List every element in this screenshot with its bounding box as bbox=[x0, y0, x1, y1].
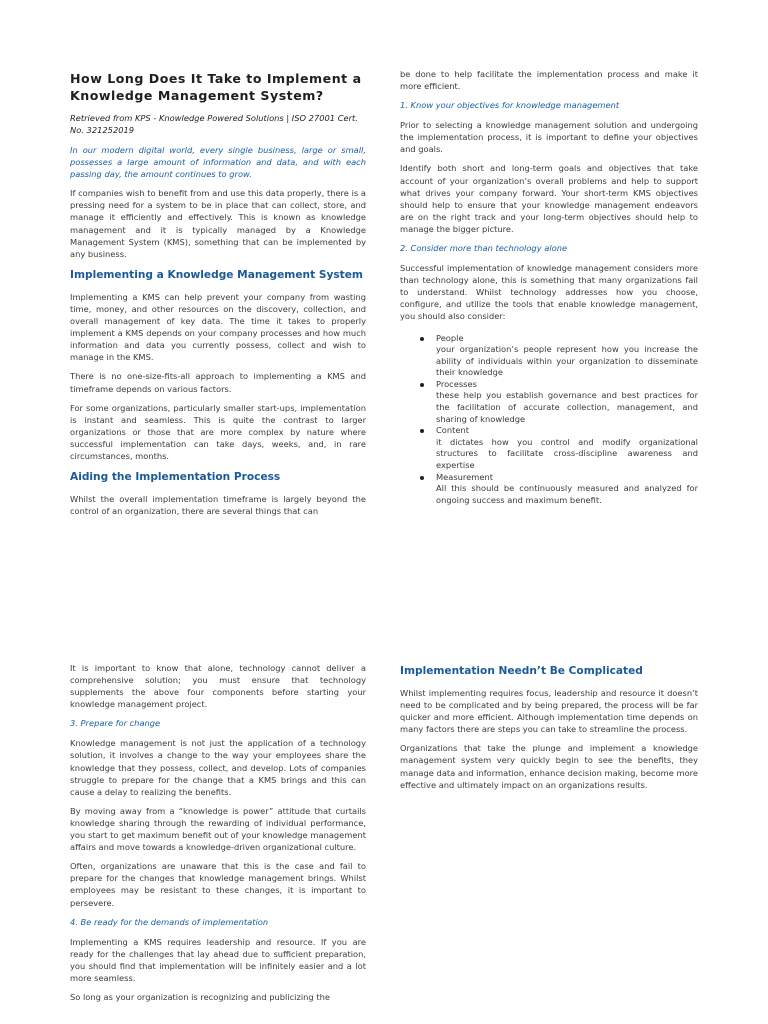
intro-paragraph: In our modern digital world, every single business, large or small, possesses a large amount of information and data, and with each passing day, the amount continues to grow. bbox=[70, 145, 366, 180]
list-item-name: Content bbox=[436, 425, 469, 436]
list-item bbox=[436, 333, 698, 379]
heading-implementing: Implementing a Knowledge Management System bbox=[70, 268, 363, 281]
subheading-ready: 4. Be ready for the demands of implementation bbox=[70, 916, 269, 927]
column-4 bbox=[400, 662, 698, 798]
column-1 bbox=[70, 70, 366, 524]
list-item-name: Measurement bbox=[436, 471, 493, 482]
bullet-icon bbox=[420, 383, 424, 387]
list-item bbox=[436, 379, 698, 425]
body-paragraph: Often, organizations are unaware that this is the case and fail to prepare for the changes that knowledge management brings. Whilst employees may be resistant to these changes, it is important to persevere. bbox=[70, 861, 366, 908]
considerations-list bbox=[400, 333, 698, 507]
body-paragraph: Knowledge management is not just the application of a technology solution, it involves a change to the way your employees share the knowledge that they possess, collect, and develop. Lots of companies struggle to prepare for the change that a KMS brings and this can cause a delay to realizing the benefits. bbox=[70, 738, 366, 797]
column-3 bbox=[70, 662, 366, 1010]
body-paragraph: By moving away from a “knowledge is power” attitude that curtails knowledge sharing through the rewarding of individual performance, you start to get maximum benefit out of your knowledge management affairs and move towards a knowledge-driven organizational culture. bbox=[70, 805, 366, 853]
column-2 bbox=[400, 68, 698, 506]
subheading-prepare: 3. Prepare for change bbox=[70, 718, 161, 729]
list-item bbox=[436, 472, 698, 507]
body-paragraph: For some organizations, particularly smaller start-ups, implementation is instant and seamless. This is quite the contrast to larger organizations or those that are more complex by nature where successful implementation can take days, weeks, and, in rare circumstances, months. bbox=[70, 402, 366, 461]
list-item bbox=[436, 425, 698, 471]
body-paragraph: Organizations that take the plunge and implement a knowledge management system very quickly begin to see the benefits, they manage data and information, enhance decision making, become more effective and ultimately impact on an organizations results. bbox=[400, 743, 698, 790]
heading-complicated: Implementation Needn’t Be Complicated bbox=[400, 665, 643, 677]
bullet-icon bbox=[420, 476, 424, 480]
body-paragraph: Prior to selecting a knowledge management solution and undergoing the implementation process, it is important to define your objectives and goals. bbox=[400, 120, 698, 155]
article-title: How Long Does It Take to Implement a Knowledge Management System? bbox=[70, 71, 362, 103]
bullet-icon bbox=[420, 337, 424, 341]
bullet-icon bbox=[420, 429, 424, 433]
body-paragraph: be done to help facilitate the implementation process and make it more efficient. bbox=[400, 69, 698, 92]
body-paragraph: So long as your organization is recognizing and publicizing the bbox=[70, 991, 330, 1002]
subheading-objectives: 1. Know your objectives for knowledge management bbox=[400, 100, 620, 111]
list-item-desc: these help you establish governance and best practices for the facilitation of accurate collection, management, and sharing of knowledge bbox=[436, 390, 698, 424]
list-item-desc: All this should be continuously measured and analyzed for ongoing success and maximum benefit. bbox=[436, 483, 698, 505]
body-paragraph: Implementing a KMS requires leadership and resource. If you are ready for the challenges that lay ahead due to sufficient preparation, you should find that implementation will be infinitely easier and a lot more seamless. bbox=[70, 936, 366, 983]
body-paragraph: Whilst the overall implementation timeframe is largely beyond the control of an organization, there are several things that can bbox=[70, 494, 366, 517]
list-item-name: People bbox=[436, 332, 464, 343]
body-paragraph: If companies wish to benefit from and use this data properly, there is a pressing need for a system to be in place that can collect, store, and manage it efficiently and effectively. This is known as knowledge management and it is typically managed by a Knowledge Management System (KMS), something that can be implemented by any business. bbox=[70, 188, 366, 259]
body-paragraph: Identify both short and long-term goals and objectives that take account of your organization’s overall problems and help to support what drives your company forward. Your short-term KMS objectives should help to ensure that your knowledge management endeavors are on the right track and your long-term objectives should help to manage the bigger picture. bbox=[400, 163, 698, 234]
heading-aiding: Aiding the Implementation Process bbox=[70, 471, 281, 484]
body-paragraph: Implementing a KMS can help prevent your company from wasting time, money, and other resources on the discovery, collection, and overall management of key data. The time it takes to properly implement a KMS depends on your company processes and how much information and data you currently possess, collect and wish to manage in the KMS. bbox=[70, 291, 366, 363]
subheading-consider: 2. Consider more than technology alone bbox=[400, 243, 568, 254]
body-paragraph: Whilst implementing requires focus, leadership and resource it doesn’t need to be complicated and by being prepared, the process will be far quicker and more efficient. Although implementation time depends on many factors there are steps you can take to streamline the process. bbox=[400, 688, 698, 735]
list-item-name: Processes bbox=[436, 378, 477, 389]
body-paragraph: Successful implementation of knowledge management considers more than technology alone, this is something that many organizations fail to understand. Whilst technology addresses how you choose, configure, and utilize the tools that enable knowledge management, you should also consider: bbox=[400, 263, 698, 322]
list-item-desc: it dictates how you control and modify organizational structures to facilitate cross-discipline awareness and expertise bbox=[436, 436, 698, 471]
body-paragraph: It is important to know that alone, technology cannot deliver a comprehensive solution; you must ensure that technology supplements the above four components before starting your knowledge management project. bbox=[70, 663, 366, 710]
body-paragraph: There is no one-size-fits-all approach to implementing a KMS and timeframe depends on various factors. bbox=[70, 371, 366, 394]
list-item-desc: your organization’s people represent how you increase the ability of individuals within your organization to disseminate their knowledge bbox=[436, 344, 698, 378]
source-citation: Retrieved from KPS - Knowledge Powered Solutions | ISO 27001 Cert. No. 321252019 bbox=[70, 113, 358, 135]
